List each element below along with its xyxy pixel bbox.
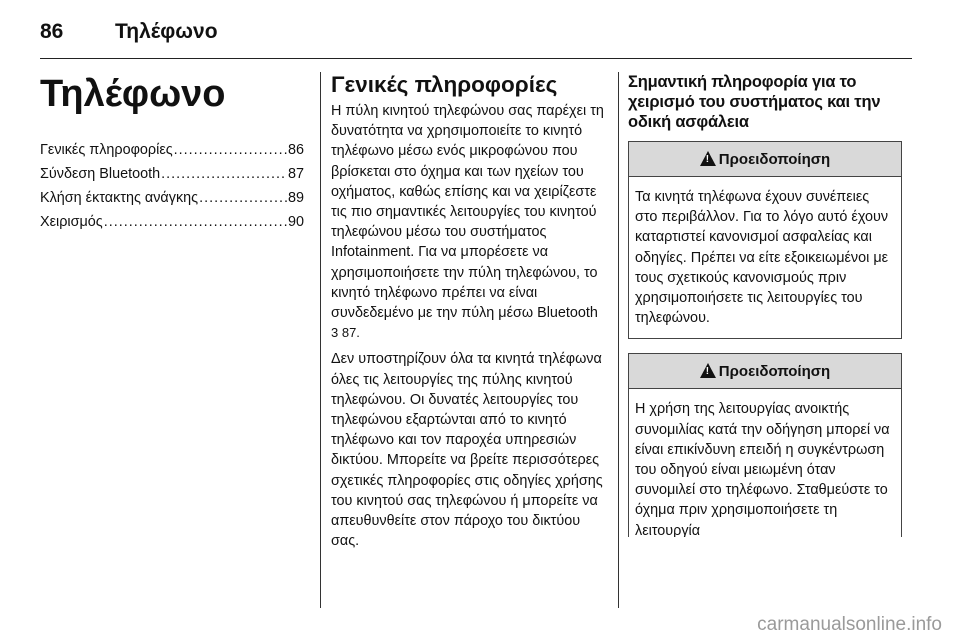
running-title: Τηλέφωνο (115, 20, 218, 43)
toc-label: Κλήση έκτακτης ανάγκης (40, 190, 199, 206)
toc-label: Γενικές πληροφορίες (40, 142, 173, 158)
watermark: carmanualsonline.info (757, 614, 942, 635)
section-title: Σημαντική πληροφορία για το χειρισμό του συστήματος και την οδική ασφάλεια (628, 73, 881, 131)
toc-entry-emergency-call[interactable] (40, 186, 304, 210)
toc-column (40, 72, 304, 234)
toc-leader (104, 210, 287, 234)
header-rule (40, 58, 912, 59)
toc-label: Χειρισμός (40, 214, 103, 230)
general-info-column (331, 72, 607, 557)
toc-entry-operation[interactable] (40, 210, 304, 234)
column-divider (618, 72, 619, 608)
toc-page: 89 (287, 190, 304, 206)
toc-page: 86 (287, 142, 304, 158)
toc-entry-bluetooth[interactable] (40, 162, 304, 186)
column-divider (320, 72, 321, 608)
toc-label: Σύνδεση Bluetooth (40, 166, 161, 182)
warning-header (629, 142, 901, 177)
warning-label: Προειδοποίηση (718, 150, 831, 168)
toc-list (40, 138, 304, 234)
toc-leader (199, 186, 287, 210)
paragraph: Δεν υποστηρίζουν όλα τα κινητά τηλέφωνα όλες τις λειτουργίες της πύλης κινητού τηλεφώνου. Οι δυνατές λειτουργίες του τηλεφώνου εξαρτώνται από το κινητό τηλέφωνο και τον παροχέα υπηρεσιών δικτύου. Μπορείτε να βρείτε περισσότερες σχετικές πληροφορίες στις οδηγίες χρήσης του κινητού σας τηλεφώνου ή μπορείτε να απευθυνθείτε στον πάροχο του δικτύου σας. (331, 351, 603, 550)
toc-leader (174, 138, 287, 162)
paragraph (331, 101, 607, 343)
warning-text: Η χρήση της λειτουργίας ανοικτής συνομιλίας κατά την οδήγηση μπορεί να είναι επικίνδυνη επειδή η συγκέντρωση του οδηγού είναι μειωμένη όταν συνομιλεί στο τηλέφωνο. Σταθμεύστε το όχημα πριν χρησιμοποιήσετε τη λειτουργία (635, 401, 890, 538)
chapter-title: Τηλέφωνο (40, 73, 226, 115)
warning-label: Προειδοποίηση (718, 362, 831, 380)
safety-column (628, 72, 902, 537)
page-reference[interactable]: 3 87. (331, 325, 360, 341)
warning-box (628, 353, 902, 537)
warning-icon (700, 151, 716, 166)
page-header (0, 0, 960, 62)
warning-text: Τα κινητά τηλέφωνα έχουν συνέπειες στο περιβάλλον. Για το λόγο αυτό έχουν καταρτιστεί κανονισμοί ασφαλείας και οδηγίες. Πρέπει να είτε εξοικειωμένοι με τους σχετικούς κανονισμούς πριν χρησιμοποιήσετε τις λειτουργίες του τηλεφώνου. (635, 189, 889, 327)
toc-leader (161, 162, 287, 186)
warning-icon (700, 363, 716, 378)
toc-entry-general[interactable] (40, 138, 304, 162)
paragraph-text: Η πύλη κινητού τηλεφώνου σας παρέχει τη δυνατότητα να χρησιμοποιείτε το κινητό τηλέφωνο μέσω ενός μικροφώνου που βρίσκεται στο όχημα και των ηχείων του οχήματος, καθώς επίσης και να χειρίζεστε τις πιο σημαντικές λειτουργίες του κινητού τηλεφώνου μέσω του συστήματος Infotainment. Για να μπορέσετε να χρησιμοποιήσετε την πύλη τηλεφώνου, το κινητό τηλέφωνο πρέπει να είναι συνδεδεμένο με την πύλη μέσω Bluetooth (331, 103, 604, 322)
section-title: Γενικές πληροφορίες (331, 72, 558, 97)
page-number: 86 (40, 20, 64, 43)
warning-header (629, 354, 901, 389)
toc-page: 90 (287, 214, 304, 230)
warning-box (628, 141, 902, 339)
toc-page: 87 (287, 166, 304, 182)
